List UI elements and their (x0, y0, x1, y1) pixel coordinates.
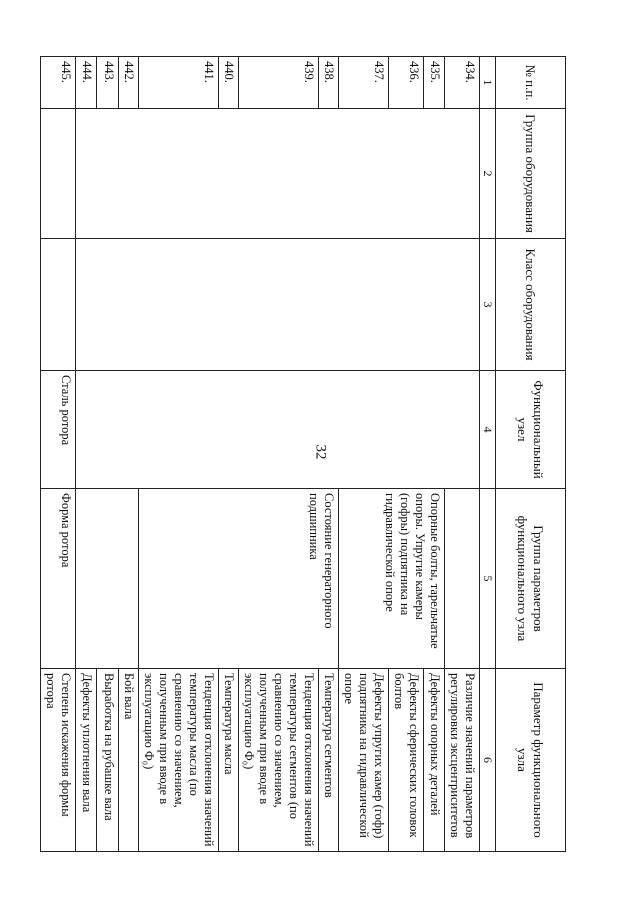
functional-node-cell: Сталь ротора (41, 371, 76, 489)
column-number: 6 (480, 669, 496, 852)
parameter-cell: Выработка на рубашке вала (97, 669, 119, 852)
param-group-cell: Форма ротора (41, 489, 76, 669)
parameter-cell: Дефекты сферических головок болтов (389, 669, 424, 852)
parameter-cell: Бой вала (119, 669, 139, 852)
parameter-cell: Температура масла (219, 669, 239, 852)
parameter-cell: Температура сегментов (319, 669, 339, 852)
row-number: 436. (389, 57, 424, 109)
parameter-cell: Тенденция отклонения значений температуры масла (по сравнению со значением, полученным при вводе в эксплуатацию Ф₀) (139, 669, 219, 852)
table-row (41, 57, 76, 852)
row-number: 440. (219, 57, 239, 109)
page-number: 32 (312, 444, 329, 460)
parameter-cell: Степень искажения формы ротора (41, 669, 76, 852)
param-group-cell: Опорные болты, тарельчатые опоры. Упругие камеры (гофры) подпятника на гидравлической опоре (339, 489, 445, 669)
row-number: 445. (41, 57, 76, 109)
column-number-row (480, 57, 496, 852)
parameter-cell: Тенденция отклонения значений температуры сегментов (по сравнению со значением, полученным при вводе в эксплуатацию Ф₀) (239, 669, 319, 852)
param-group-cell: Состояние генераторного подшипника (139, 489, 339, 669)
table-header-row (496, 57, 566, 852)
equipment-parameters-table (40, 56, 566, 852)
row-number: 444. (76, 57, 97, 109)
param-group-cell (445, 489, 480, 669)
row-number: 442. (119, 57, 139, 109)
functional-node-cell (76, 371, 480, 489)
equipment-group-cell (41, 109, 76, 239)
header-equipment-class: Класс оборудования (496, 239, 566, 371)
row-number: 434. (445, 57, 480, 109)
header-num: № п.п. (496, 57, 566, 109)
row-number: 443. (97, 57, 119, 109)
rotated-table-container (44, 56, 566, 851)
column-number: 4 (480, 371, 496, 489)
parameter-cell: Дефекты упругих камер (гофр) подпятника на гидравлической опоре (339, 669, 389, 852)
parameter-cell: Различие значений параметров регулировки эксцентриситетов (445, 669, 480, 852)
header-functional-node: Функциональный узел (496, 371, 566, 489)
row-number: 441. (139, 57, 219, 109)
table-row (445, 57, 480, 852)
column-number: 5 (480, 489, 496, 669)
equipment-class-cell (76, 239, 480, 371)
column-number: 2 (480, 109, 496, 239)
parameter-cell: Дефекты уплотнения вала (76, 669, 97, 852)
header-equipment-group: Группа оборудования (496, 109, 566, 239)
row-number: 439. (239, 57, 319, 109)
parameter-cell: Дефекты опорных деталей (424, 669, 445, 852)
row-number: 437. (339, 57, 389, 109)
equipment-class-cell (41, 239, 76, 371)
row-number: 438. (319, 57, 339, 109)
header-parameter: Параметр функционального узла (496, 669, 566, 852)
column-number: 3 (480, 239, 496, 371)
header-param-group: Группа параметров функционального узла (496, 489, 566, 669)
column-number: 1 (480, 57, 496, 109)
equipment-group-cell (76, 109, 480, 239)
param-group-cell (76, 489, 139, 669)
row-number: 435. (424, 57, 445, 109)
